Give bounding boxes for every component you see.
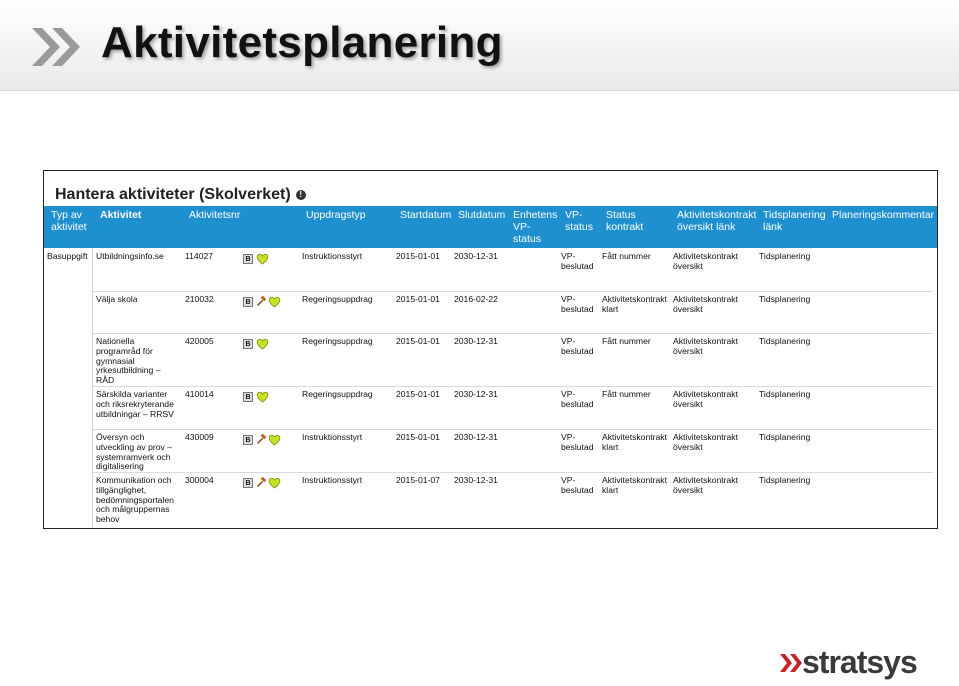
column-header-contract[interactable]: Status kontrakt: [606, 209, 644, 233]
cell-contract-status: Aktivitetskontrakt klart: [602, 432, 667, 452]
b-badge-icon[interactable]: B: [243, 435, 253, 445]
b-badge-icon[interactable]: B: [243, 254, 253, 264]
column-header-overview[interactable]: Aktivitetskontrakt översikt länk: [677, 209, 757, 233]
status-icons: [243, 253, 287, 265]
panel-title: Hantera aktiviteter (Skolverket) !: [55, 186, 306, 204]
cell-contract-overview-link[interactable]: Aktivitetskontrakt översikt: [673, 432, 738, 452]
cell-activity[interactable]: Särskilda varianter och riksrekryterande utbildningar – RRSV: [96, 389, 174, 419]
cell-end-date: 2030-12-31: [454, 432, 498, 442]
column-header-end[interactable]: Slutdatum: [458, 209, 506, 221]
cell-end-date: 2030-12-31: [454, 475, 498, 485]
heart-icon[interactable]: [256, 253, 269, 265]
cell-end-date: 2030-12-31: [454, 336, 498, 346]
cell-planning-link[interactable]: Tidsplanering: [759, 294, 811, 304]
slide-title: Aktivitetsplanering: [101, 18, 503, 67]
cell-contract-overview-link[interactable]: Aktivitetskontrakt översikt: [673, 389, 738, 409]
row-divider: [93, 429, 933, 430]
logo-chevron-icon: [780, 652, 804, 674]
cell-start-date: 2015-01-01: [396, 251, 440, 261]
cell-contract-overview-link[interactable]: Aktivitetskontrakt översikt: [673, 336, 738, 356]
cell-planning-link[interactable]: Tidsplanering: [759, 336, 811, 346]
cell-end-date: 2030-12-31: [454, 389, 498, 399]
cell-planning-link[interactable]: Tidsplanering: [759, 475, 811, 485]
cell-planning-link[interactable]: Tidsplanering: [759, 389, 811, 399]
cell-start-date: 2015-01-07: [396, 475, 440, 485]
b-badge-icon[interactable]: B: [243, 339, 253, 349]
status-icons: [243, 434, 287, 446]
cell-activity[interactable]: Välja skola: [96, 294, 138, 304]
cell-activity-nr: 420005: [185, 336, 214, 346]
column-header-mission[interactable]: Uppdragstyp: [306, 209, 366, 221]
cell-mission-type: Regeringsuppdrag: [302, 294, 373, 304]
cell-planning-link[interactable]: Tidsplanering: [759, 432, 811, 442]
cell-vp-status: VP- beslutad: [561, 389, 594, 409]
column-header-vp[interactable]: VP- status: [565, 209, 594, 233]
b-badge-icon[interactable]: B: [243, 297, 253, 307]
row-divider: [93, 472, 933, 473]
heart-icon[interactable]: [256, 391, 269, 403]
cell-contract-status: Aktivitetskontrakt klart: [602, 294, 667, 314]
status-icons: [243, 338, 287, 350]
status-icons: [243, 391, 287, 403]
heart-icon[interactable]: [268, 434, 281, 446]
cell-start-date: 2015-01-01: [396, 294, 440, 304]
cell-start-date: 2015-01-01: [396, 336, 440, 346]
cell-activity[interactable]: Nationella programråd för gymnasial yrkesutbildning – RÅD: [96, 336, 161, 386]
table-header: [44, 206, 937, 248]
cell-contract-overview-link[interactable]: Aktivitetskontrakt översikt: [673, 251, 738, 271]
gavel-icon[interactable]: [256, 434, 267, 445]
cell-activity-nr: 430009: [185, 432, 214, 442]
cell-mission-type: Instruktionsstyrt: [302, 251, 363, 261]
b-badge-icon[interactable]: B: [243, 392, 253, 402]
cell-vp-status: VP- beslutad: [561, 294, 594, 314]
cell-contract-status: Fått nummer: [602, 336, 651, 346]
column-header-activity[interactable]: Aktivitet: [100, 209, 142, 221]
cell-contract-status: Fått nummer: [602, 389, 651, 399]
b-badge-icon[interactable]: B: [243, 478, 253, 488]
cell-activity-nr: 210032: [185, 294, 214, 304]
cell-end-date: 2030-12-31: [454, 251, 498, 261]
column-divider: [92, 248, 93, 528]
cell-mission-type: Regeringsuppdrag: [302, 389, 373, 399]
cell-activity-nr: 410014: [185, 389, 214, 399]
cell-mission-type: Instruktionsstyrt: [302, 432, 363, 442]
double-chevron-icon: [32, 24, 86, 70]
cell-mission-type: Regeringsuppdrag: [302, 336, 373, 346]
logo-text: stratsys: [802, 644, 917, 680]
cell-end-date: 2016-02-22: [454, 294, 498, 304]
column-header-type[interactable]: Typ av aktivitet: [51, 209, 87, 233]
slide-header: [0, 0, 959, 91]
cell-activity-nr: 114027: [185, 251, 214, 261]
row-divider: [93, 386, 933, 387]
row-divider: [93, 291, 933, 292]
cell-type: Basuppgift: [47, 251, 88, 261]
heart-icon[interactable]: [268, 296, 281, 308]
column-header-start[interactable]: Startdatum: [400, 209, 452, 221]
cell-activity[interactable]: Kommunikation och tillgänglighet, bedömningsportalen och målgruppernas behov: [96, 475, 174, 525]
cell-mission-type: Instruktionsstyrt: [302, 475, 363, 485]
cell-contract-status: Fått nummer: [602, 251, 651, 261]
cell-activity[interactable]: Utbildningsinfo.se: [96, 251, 164, 261]
cell-start-date: 2015-01-01: [396, 389, 440, 399]
cell-planning-link[interactable]: Tidsplanering: [759, 251, 811, 261]
gavel-icon[interactable]: [256, 477, 267, 488]
info-icon[interactable]: !: [296, 190, 306, 200]
cell-contract-status: Aktivitetskontrakt klart: [602, 475, 667, 495]
gavel-icon[interactable]: [256, 296, 267, 307]
stratsys-logo: [780, 646, 920, 682]
heart-icon[interactable]: [268, 477, 281, 489]
cell-vp-status: VP- beslutad: [561, 336, 594, 356]
status-icons: [243, 477, 287, 489]
status-icons: [243, 296, 287, 308]
cell-vp-status: VP- beslutad: [561, 251, 594, 271]
cell-vp-status: VP- beslutad: [561, 475, 594, 495]
heart-icon[interactable]: [256, 338, 269, 350]
column-header-nr[interactable]: Aktivitetsnr: [189, 209, 241, 221]
column-header-plan[interactable]: Tidsplanering länk: [763, 209, 826, 233]
cell-start-date: 2015-01-01: [396, 432, 440, 442]
row-divider: [93, 333, 933, 334]
cell-vp-status: VP- beslutad: [561, 432, 594, 452]
cell-activity[interactable]: Översyn och utveckling av prov – systemramverk och digitalisering: [96, 432, 172, 472]
cell-activity-nr: 300004: [185, 475, 214, 485]
column-header-comment[interactable]: Planeringskommentar: [832, 209, 935, 221]
column-header-unit-vp[interactable]: Enhetens VP- status: [513, 209, 558, 245]
cell-contract-overview-link[interactable]: Aktivitetskontrakt översikt: [673, 475, 738, 495]
activity-panel: [43, 170, 938, 529]
cell-contract-overview-link[interactable]: Aktivitetskontrakt översikt: [673, 294, 738, 314]
